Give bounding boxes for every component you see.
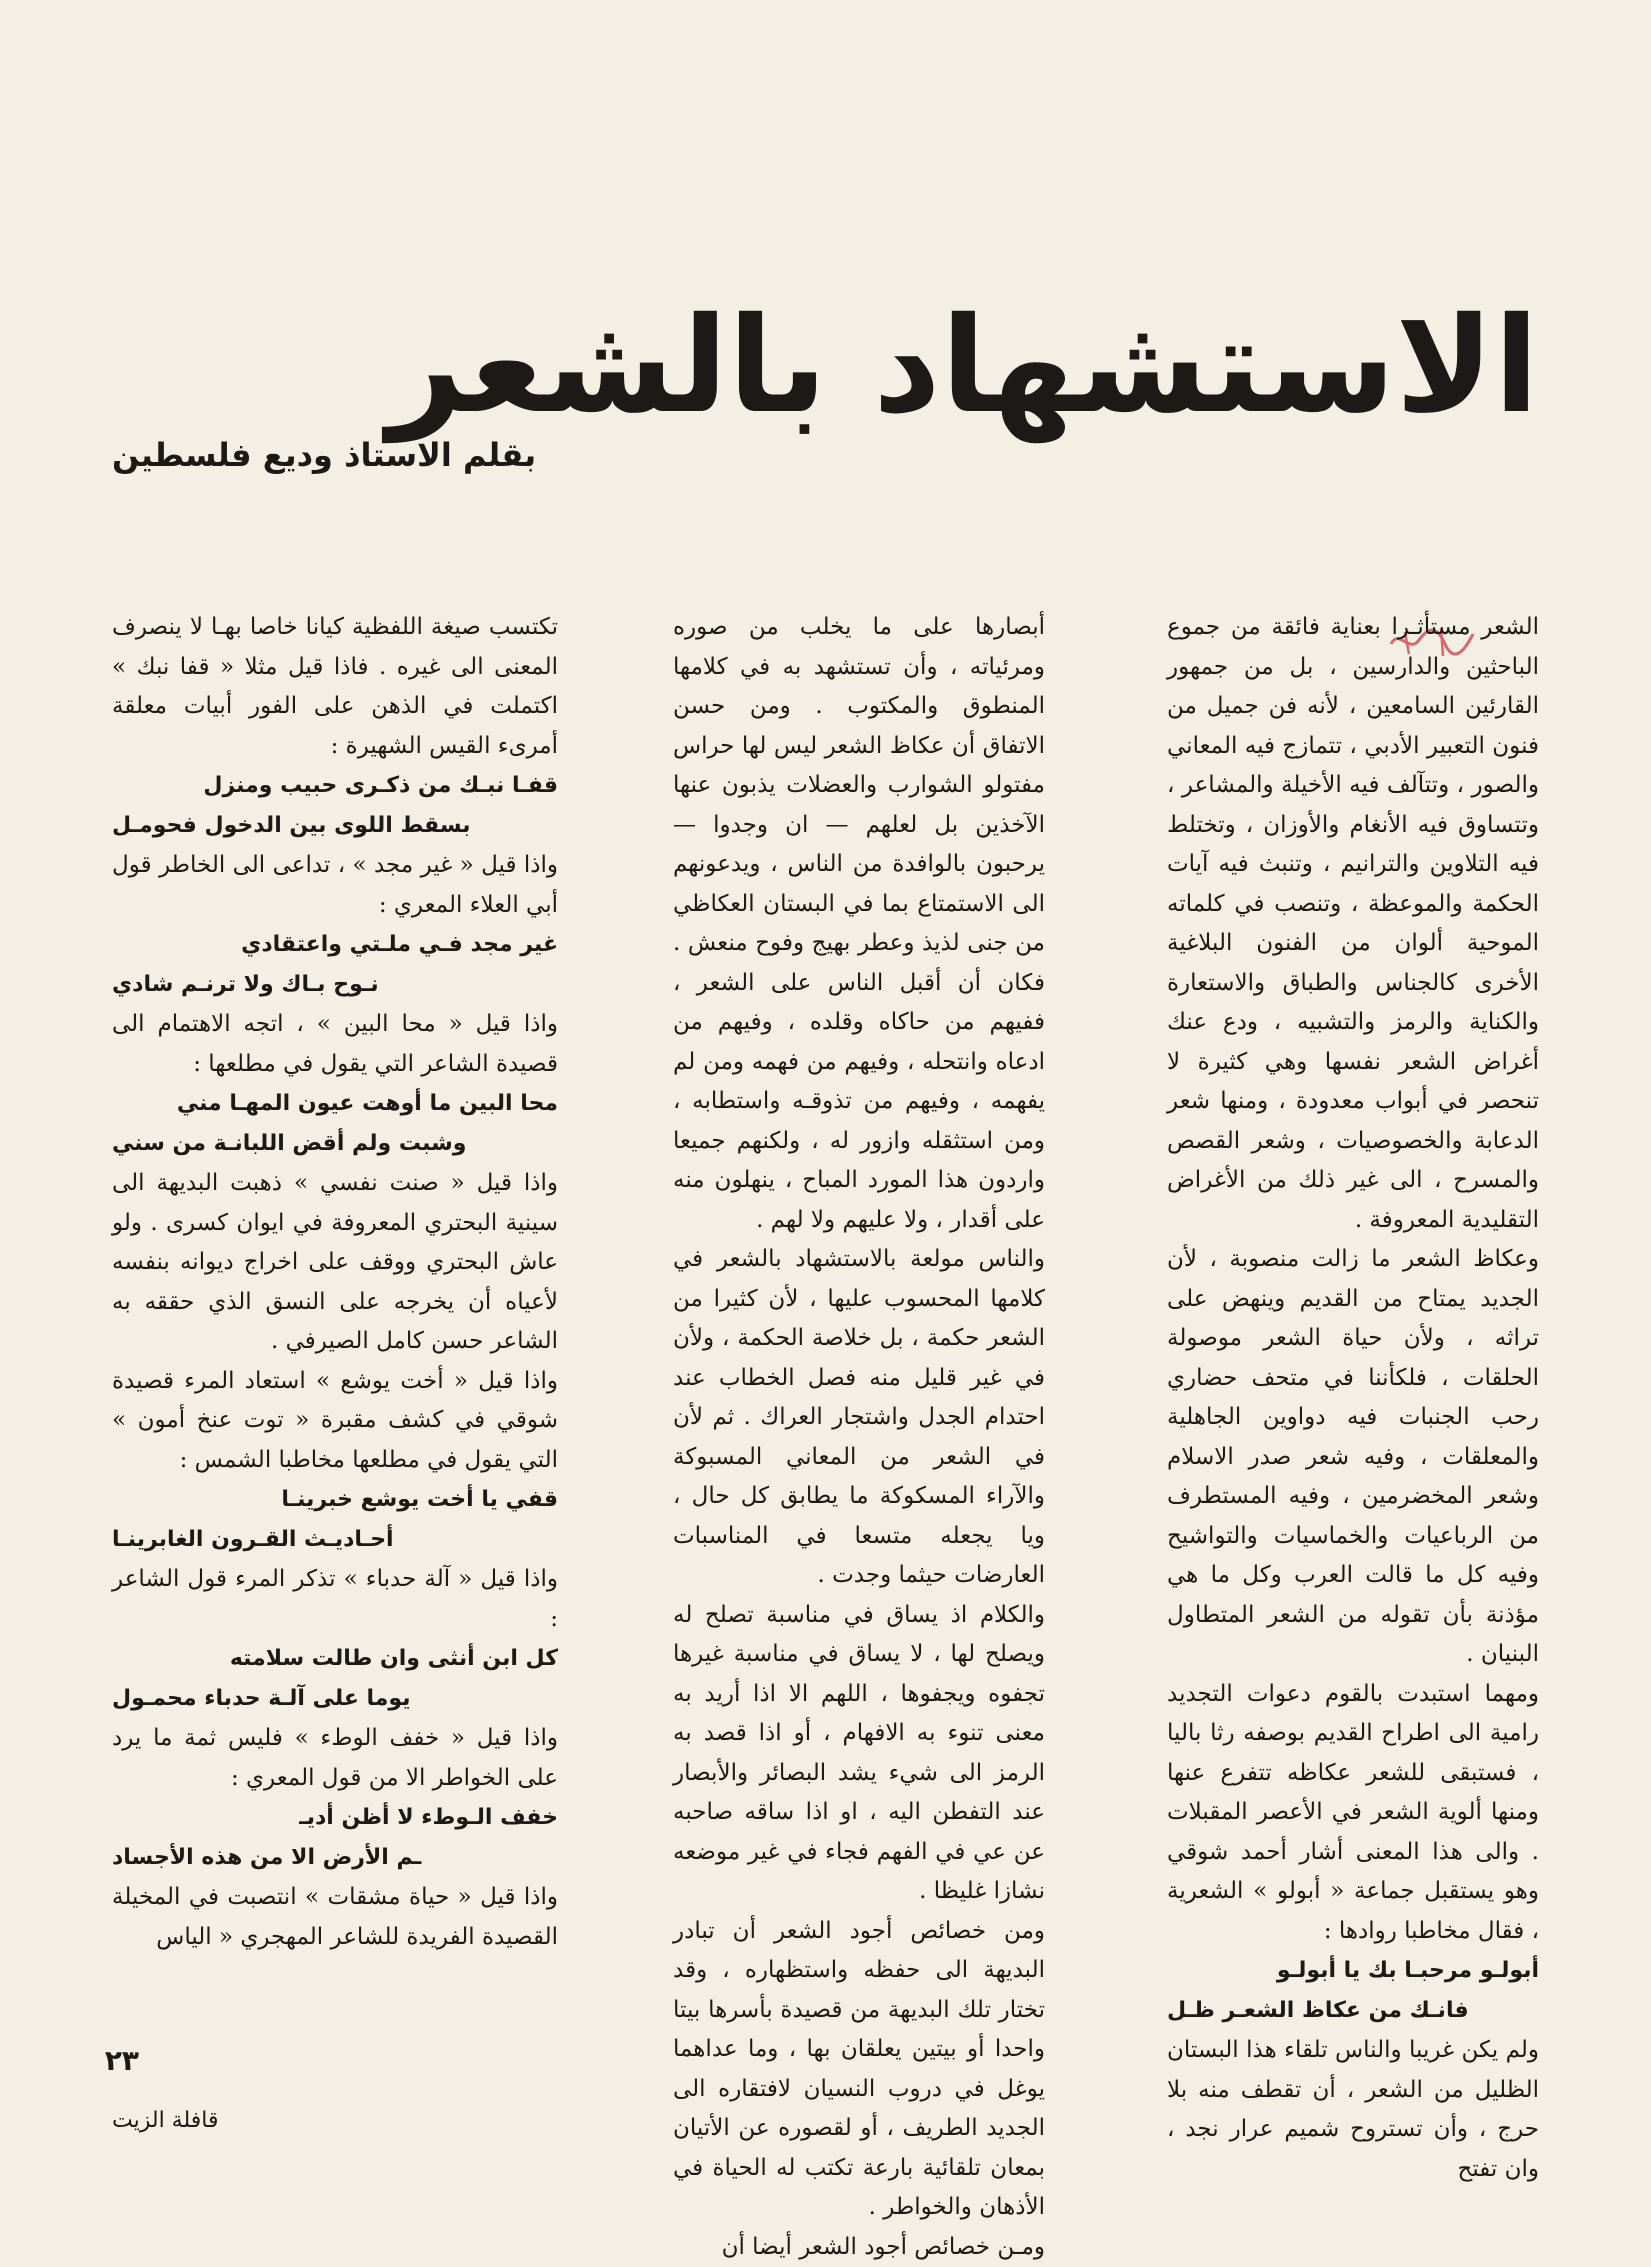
page-number: ٢٣ — [105, 2044, 139, 2077]
paragraph: والكلام اذ يساق في مناسبة تصلح له ويصلح لها ، لا يساق في مناسبة غيرها تجفوه ويجفوها ، اللهم الا اذا أريد به معنى تنوء به الافهام ، أو اذا قصد به الرمز الى شيء يشد البصائر والأبصار عند التفطن اليه ، او اذا ساقه صاحبه عن عي في الفهم فجاء في غير موضعه نشازا غليظا . — [673, 1596, 1045, 1912]
paragraph: الشعر مستأثـرا بعناية فائقة من جموع الباحثين والدارسين ، بل من جمهور القارئين السامعين ، لأنه فن جميل من فنون التعبير الأدبي ، تتمازج فيه المعاني والصور ، وتتآلف فيه الأخيلة والمشاعر ، وتتساوق فيه الأنغام والأوزان ، وتختلط فيه التلاوين والترانيم ، وتنبث فيه آيات الحكمة والموعظة ، وتنصب في كلماته الموحية ألوان من الفنون البلاغية الأخرى كالجناس والطباق والاستعارة والكناية والرمز والتشبيه ، ودع عنك أغراض الشعر نفسها وهي كثيرة لا تنحصر في أبواب معدودة ، ومنها شعر الدعابة والخصوصيات ، وشعر القصص والمسرح ، الى غير ذلك من الأغراض التقليدية المعروفة . — [1167, 608, 1539, 1240]
verse-line: خفف الـوطء لا أظن أديـ — [112, 1798, 558, 1838]
verse-line: قفـا نبـك من ذكـرى حبيب ومنزل — [112, 766, 558, 806]
paragraph: واذا قيل « غير مجد » ، تداعى الى الخاطر قول أبي العلاء المعري : — [112, 846, 558, 925]
paragraph: ومهما استبدت بالقوم دعوات التجديد رامية الى اطراح القديم بوصفه رثا باليا ، فستبقى للشعر عكاظه تتفرع عنها ومنها ألوية الشعر في الأعصر المقبلات . والى هذا المعنى أشار أحمد شوقي وهو يستقبل جماعة « أبولو » الشعرية ، فقال مخاطبا روادها : — [1167, 1675, 1539, 1952]
paragraph: واذا قيل « أخت يوشع » استعاد المرء قصيدة شوقي في كشف مقبرة « توت عنخ أمون » التي يقول في مطلعها مخاطبا الشمس : — [112, 1362, 558, 1481]
paragraph: والناس مولعة بالاستشهاد بالشعر في كلامها المحسوب عليها ، لأن كثيرا من الشعر حكمة ، بل خلاصة الحكمة ، ولأن في غير قليل منه فصل الخطاب عند احتدام الجدل واشتجار العراك . ثم لأن في الشعر من المعاني المسبوكة والآراء المسكوكة ما يطابق كل حال ، ويا يجعله متسعا في المناسبات العارضات حيثما وجدت . — [673, 1240, 1045, 1596]
verse-line: محا البين ما أوهت عيون المهـا مني — [112, 1084, 558, 1124]
paragraph: واذا قيل « محا البين » ، اتجه الاهتمام الى قصيدة الشاعر التي يقول في مطلعها : — [112, 1005, 558, 1084]
text-column-1 — [1167, 608, 1539, 2058]
verse-line: كل ابن أنثى وان طالت سلامته — [112, 1639, 558, 1679]
verse-line: بسقط اللوى بين الدخول فحومـل — [112, 806, 558, 846]
text-column-3 — [112, 608, 558, 2058]
verse-line: قفي يا أخت يوشع خبرينـا — [112, 1480, 558, 1520]
verse-line: نـوح بـاك ولا ترنـم شادي — [112, 965, 558, 1005]
paragraph: ولم يكن غريبا والناس تلقاء هذا البستان الظليل من الشعر ، أن تقطف منه بلا حرج ، وأن تستروح شميم عرار نجد ، وان تفتح — [1167, 2031, 1539, 2189]
verse-line: غير مجد فـي ملـتي واعتقادي — [112, 925, 558, 965]
article-byline: بقلم الاستاذ وديع فلسطين — [112, 436, 592, 474]
paragraph: واذا قيل « آلة حدباء » تذكر المرء قول الشاعر : — [112, 1560, 558, 1639]
paragraph: ومن خصائص أجود الشعر أن تبادر البديهة الى حفظه واستظهاره ، وقد تختار تلك البديهة من قصيدة بأسرها بيتا واحدا أو بيتين يعلقان بها ، وما عداهما يوغل في دروب النسيان لافتقاره الى الجديد الطريف ، أو لقصوره عن الأتيان بمعان تلقائية بارعة تكتب له الحياة في الأذهان والخواطر . — [673, 1912, 1045, 2228]
verse-line: أحـاديـث القـرون الغابرينـا — [112, 1520, 558, 1560]
verse-line: يوما على آلـة حدباء محمـول — [112, 1679, 558, 1719]
article-title: الاستشهاد بالشعر — [619, 300, 1539, 432]
text-column-2 — [673, 608, 1045, 2058]
paragraph: واذا قيل « صنت نفسي » ذهبت البديهة الى سينية البحتري المعروفة في ايوان كسرى . ولو عاش البحتري ووقف على اخراج ديوانه بنفسه لأعياه أن يخرجه على النسق الذي حققه به الشاعر حسن كامل الصيرفي . — [112, 1164, 558, 1362]
paragraph: واذا قيل « حياة مشقات » انتصبت في المخيلة القصيدة الفريدة للشاعر المهجري « الياس — [112, 1878, 558, 1957]
paragraph: واذا قيل « خفف الوطء » فليس ثمة ما يرد على الخواطر الا من قول المعري : — [112, 1719, 558, 1798]
verse-line: وشبت ولم أقض اللبانـة من سني — [112, 1124, 558, 1164]
magazine-name: قافلة الزيت — [112, 2108, 219, 2133]
verse-line: ـم الأرض الا من هذه الأجساد — [112, 1838, 558, 1878]
paragraph: تكتسب صيغة اللفظية كيانا خاصا بهـا لا ينصرف المعنى الى غيره . فاذا قيل مثلا « قفا نبك » اكتملت في الذهن على الفور أبيات معلقة أمرىء القيس الشهيرة : — [112, 608, 558, 766]
verse-line: فانـك من عكاظ الشعـر ظـل — [1167, 1991, 1539, 2031]
paragraph: ومـن خصائص أجود الشعر أيضا أن — [673, 2228, 1045, 2267]
paragraph: أبصارها على ما يخلب من صوره ومرئياته ، وأن تستشهد به في كلامها المنطوق والمكتوب . ومن حسن الاتفاق أن عكاظ الشعر ليس لها حراس مفتولو الشوارب والعضلات يذبون عنها الآخذين بل لعلهم — ان وجدوا — يرحبون بالوافدة من الناس ، ويدعونهم الى الاستمتاع بما في البستان العكاظي من جنى لذيذ وعطر بهيج وفوح منعش . فكان أن أقبل الناس على الشعر ، ففيهم من حاكاه وقلده ، وفيهم من ادعاه وانتحله ، وفيهم من فهمه ومن لم يفهمه ، وفيهم من تذوقـه واستطابه ، ومن استثقله وازور له ، ولكنهم جميعا واردون هذا المورد المباح ، ينهلون منه على أقدار ، ولا عليهم ولا لهم . — [673, 608, 1045, 1240]
verse-line: أبولـو مرحبـا بك يا أبولـو — [1167, 1951, 1539, 1991]
paragraph: وعكاظ الشعر ما زالت منصوبة ، لأن الجديد يمتاح من القديم وينهض على تراثه ، ولأن حياة الشعر موصولة الحلقات ، فلكأننا في متحف حضاري رحب الجنبات فيه دواوين الجاهلية والمعلقات ، وفيه شعر صدر الاسلام وشعر المخضرمين ، وفيه المستطرف من الرباعيات والخماسيات والتواشيح وفيه كل ما قالت العرب وكل ما هي مؤذنة بأن تقوله من الشعر المتطاول البنيان . — [1167, 1240, 1539, 1675]
